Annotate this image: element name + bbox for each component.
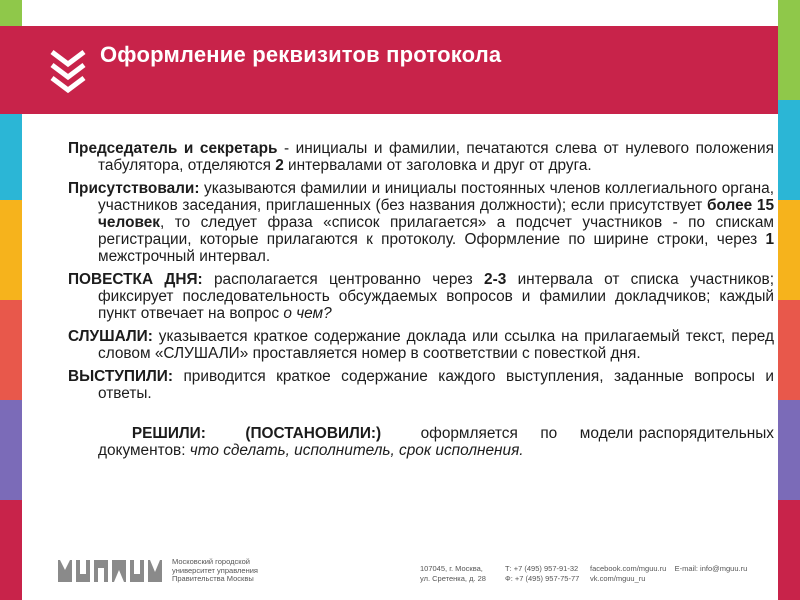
footer-address: 107045, г. Москва, ул. Сретенка, д. 28 xyxy=(420,564,486,583)
right-decorative-stripes xyxy=(778,0,800,600)
org-name: Московский городской университет управления Правительства Москвы xyxy=(172,557,258,583)
paragraph-agenda: ПОВЕСТКА ДНЯ: располагается центрованно через 2-3 интервала от списка участников; фиксирует последовательность обсуждаемых вопросов и фамилии докладчиков; каждый пункт отвечает на вопрос о чем? xyxy=(68,271,774,322)
slide-body xyxy=(68,140,779,482)
university-logo xyxy=(58,556,164,586)
paragraph-chairman: Председатель и секретарь - инициалы и фамилии, печатаются слева от нулевого положения табулятора, отделяются 2 интервалами от заголовка и друг от друга. xyxy=(68,140,774,174)
paragraph-heard: СЛУШАЛИ: указывается краткое содержание доклада или ссылка на прилагаемый текст, перед словом «СЛУШАЛИ» проставляется номер в соответствии с повесткой дня. xyxy=(68,328,774,362)
footer-web: facebook.com/mguu.ru E-mail: info@mguu.ru vk.com/mguu_ru xyxy=(590,564,748,583)
footer xyxy=(22,548,778,600)
page-title: Оформление реквизитов протокола xyxy=(100,42,502,67)
paragraph-present: Присутствовали: указываются фамилии и инициалы постоянных членов коллегиального органа, участников заседания, приглашенных (без названия должности); если присутствует более 15 человек, то следует фраза «список прилагается» а подсчет участников - по спискам регистрации, которые прилагаются к протоколу. Оформление по ширине строки, через 1 межстрочный интервал. xyxy=(68,180,774,265)
paragraph-decided: РЕШИЛИ: (ПОСТАНОВИЛИ:) оформляется по модели распорядительных документов: что сделать, исполнитель, срок исполнения. xyxy=(98,425,779,459)
paragraph-spoke: ВЫСТУПИЛИ: приводится краткое содержание каждого выступления, заданные вопросы и ответы. xyxy=(68,368,774,402)
chevrons-icon xyxy=(48,46,88,96)
title-bar xyxy=(0,26,778,114)
footer-phones: Т: +7 (495) 957-91-32 Ф: +7 (495) 957-75-77 xyxy=(505,564,580,583)
slide xyxy=(22,0,778,600)
